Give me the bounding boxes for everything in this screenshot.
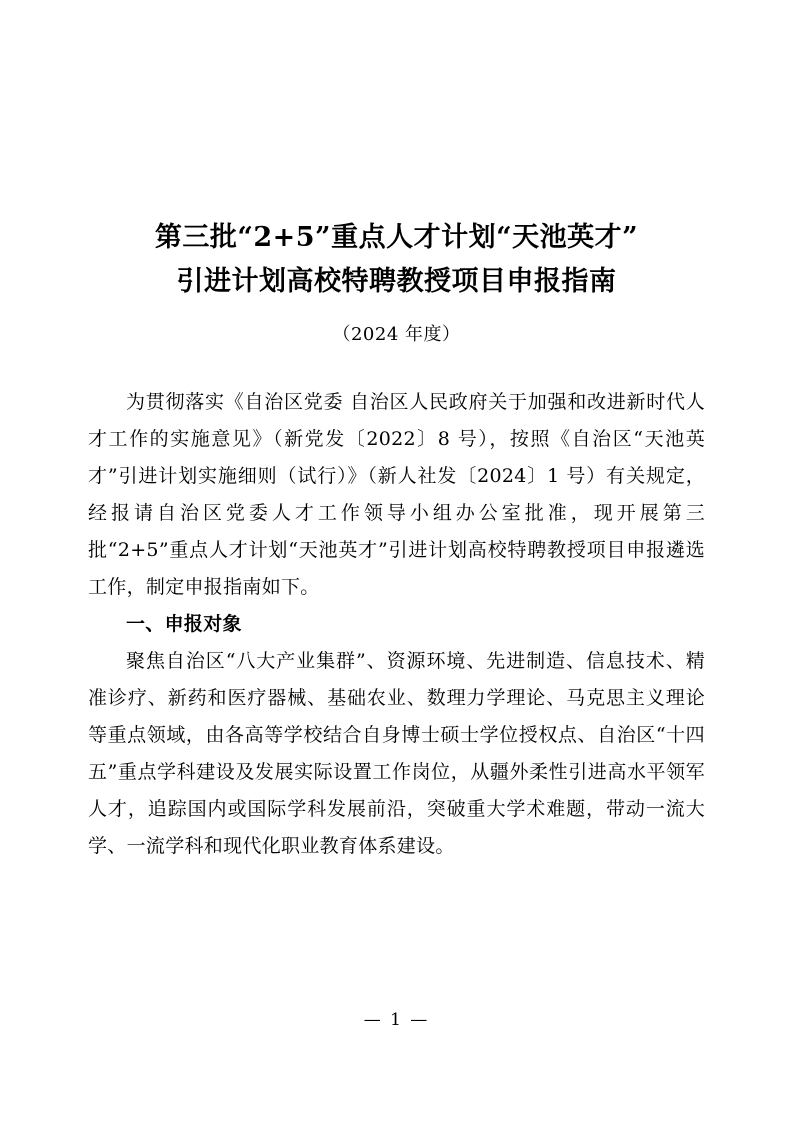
page-title bbox=[88, 216, 705, 304]
document-body bbox=[88, 384, 705, 865]
intro-paragraph: 为贯彻落实《自治区党委 自治区人民政府关于加强和改进新时代人才工作的实施意见》（新党发〔2022〕8 号），按照《自治区“天池英才”引进计划实施细则（试行）》（新人社发〔2024〕1 号）有关规定，经报请自治区党委人才工作领导小组办公室批准，现开展第三批“2+5”重点人才计划“天池英才”引进计划高校特聘教授项目申报遴选工作，制定申报指南如下。 bbox=[88, 391, 705, 598]
section-1-paragraph: 聚焦自治区“八大产业集群”、资源环境、先进制造、信息技术、精准诊疗、新药和医疗器械、基础农业、数理力学理论、马克思主义理论等重点领域，由各高等学校结合自身博士硕士学位授权点、自治区“十四五”重点学科建设及发展实际设置工作岗位，从疆外柔性引进高水平领军人才，追踪国内或国际学科发展前沿，突破重大学术难题，带动一流大学、一流学科和现代化职业教育体系建设。 bbox=[88, 650, 705, 857]
page-title-line-1: 第三批“2+5”重点人才计划“天池英才” bbox=[154, 222, 639, 253]
page-title-line-2: 引进计划高校特聘教授项目申报指南 bbox=[176, 266, 617, 297]
page-number: — 1 — bbox=[363, 1010, 430, 1030]
page-subtitle: （2024 年度） bbox=[332, 324, 461, 345]
section-heading-1: 一、申报对象 bbox=[126, 613, 242, 635]
